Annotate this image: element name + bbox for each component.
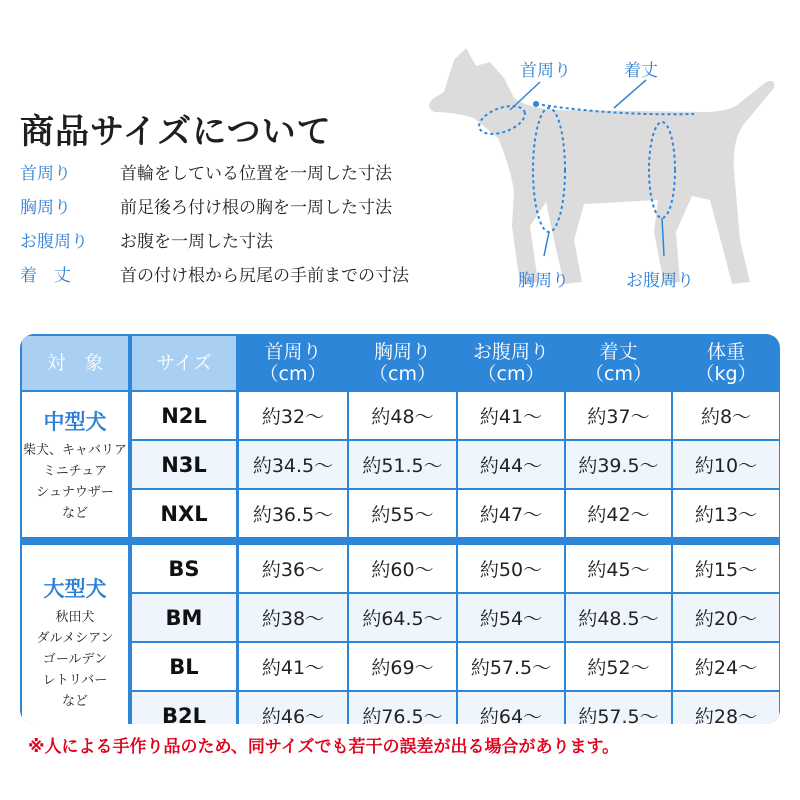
size-code: BL bbox=[132, 643, 236, 690]
group-example-breed: レトリバー bbox=[42, 672, 108, 688]
group-example-breed: ゴールデン bbox=[42, 651, 108, 667]
definition-description: 首の付け根から尻尾の手前までの寸法 bbox=[120, 266, 409, 286]
header-size: サイズ bbox=[132, 336, 236, 390]
measure-value: 約51.5～ bbox=[349, 441, 456, 488]
measure-value: 約52～ bbox=[566, 643, 671, 690]
measure-value: 約39.5～ bbox=[566, 441, 671, 488]
group-example-breed: 柴犬、キャバリア bbox=[22, 442, 127, 458]
header-measure bbox=[566, 336, 671, 390]
measure-value: 約38～ bbox=[239, 594, 347, 641]
group-example-breed: など bbox=[61, 693, 88, 709]
definition-description: 前足後ろ付け根の胸を一周した寸法 bbox=[120, 198, 392, 218]
measure-value: 約41～ bbox=[239, 643, 347, 690]
header-measure-unit: （cm） bbox=[477, 363, 545, 385]
measure-value: 約13～ bbox=[673, 490, 779, 537]
measure-value: 約24～ bbox=[673, 643, 779, 690]
group-example-breed: など bbox=[61, 505, 88, 521]
header-measure bbox=[673, 336, 779, 390]
measure-value: 約48.5～ bbox=[566, 594, 671, 641]
measure-value: 約54～ bbox=[458, 594, 564, 641]
dog-body-shape bbox=[429, 48, 774, 284]
measure-value: 約50～ bbox=[458, 545, 564, 592]
dog-silhouette-illustration bbox=[414, 20, 794, 320]
header-measure bbox=[239, 336, 347, 390]
size-code: BS bbox=[132, 545, 236, 592]
measure-value: 約34.5～ bbox=[239, 441, 347, 488]
measure-value: 約60～ bbox=[349, 545, 456, 592]
dog-label-chest: 胸周り bbox=[518, 271, 569, 291]
measure-value: 約36～ bbox=[239, 545, 347, 592]
measure-value: 約57.5～ bbox=[458, 643, 564, 690]
measure-value: 約15～ bbox=[673, 545, 779, 592]
group-example-breed: ダルメシアン bbox=[36, 630, 114, 646]
size-code: N2L bbox=[132, 392, 236, 439]
measure-value: 約37～ bbox=[566, 392, 671, 439]
size-code: BM bbox=[132, 594, 236, 641]
header-measure-unit: （kg） bbox=[695, 363, 757, 385]
header-measure bbox=[349, 336, 456, 390]
measure-value: 約64～ bbox=[458, 692, 564, 724]
definition-term: お腹周り bbox=[20, 232, 88, 252]
header-measure-name: 体重 bbox=[706, 341, 745, 363]
page-title: 商品サイズについて bbox=[20, 112, 332, 152]
size-code: NXL bbox=[132, 490, 236, 537]
measure-value: 約64.5～ bbox=[349, 594, 456, 641]
header-measure-name: お腹周り bbox=[472, 341, 549, 363]
measure-value: 約32～ bbox=[239, 392, 347, 439]
header-measure-unit: （cm） bbox=[369, 363, 436, 385]
header-measure-unit: （cm） bbox=[585, 363, 652, 385]
definition-term: 着 丈 bbox=[20, 266, 71, 286]
size-code: N3L bbox=[132, 441, 236, 488]
group-example-breed: 秋田犬 bbox=[55, 609, 95, 625]
dog-label-length: 着丈 bbox=[624, 61, 658, 81]
header-measure-name: 胸周り bbox=[373, 341, 431, 363]
size-table bbox=[20, 334, 780, 724]
header-measure bbox=[458, 336, 564, 390]
group-label bbox=[22, 545, 128, 724]
group-title: 大型犬 bbox=[43, 576, 107, 601]
group-example-breed: ミニチュア bbox=[42, 463, 108, 479]
measure-value: 約10～ bbox=[673, 441, 779, 488]
measure-value: 約69～ bbox=[349, 643, 456, 690]
definition-term: 胸周り bbox=[20, 198, 71, 218]
measure-value: 約42～ bbox=[566, 490, 671, 537]
measure-value: 約28～ bbox=[673, 692, 779, 724]
footnote: ※人による手作り品のため、同サイズでも若干の誤差が出る場合があります。 bbox=[28, 737, 620, 757]
header-target: 対 象 bbox=[22, 336, 128, 390]
header-measure-unit: （cm） bbox=[259, 363, 327, 385]
measure-value: 約46～ bbox=[239, 692, 347, 724]
measure-value: 約57.5～ bbox=[566, 692, 671, 724]
group-title: 中型犬 bbox=[43, 409, 107, 434]
measure-value: 約48～ bbox=[349, 392, 456, 439]
group-label bbox=[22, 392, 128, 537]
definition-term: 首周り bbox=[20, 164, 71, 184]
measure-value: 約44～ bbox=[458, 441, 564, 488]
measure-value: 約76.5～ bbox=[349, 692, 456, 724]
chest-leader-line bbox=[544, 232, 549, 256]
definition-description: 首輪をしている位置を一周した寸法 bbox=[120, 164, 392, 184]
measure-value: 約45～ bbox=[566, 545, 671, 592]
header-measure-name: 着丈 bbox=[599, 341, 638, 363]
measure-value: 約41～ bbox=[458, 392, 564, 439]
measure-value: 約55～ bbox=[349, 490, 456, 537]
dog-label-belly: お腹周り bbox=[626, 271, 694, 291]
length-start-dot bbox=[533, 101, 539, 107]
definition-description: お腹を一周した寸法 bbox=[120, 232, 273, 252]
measure-value: 約36.5～ bbox=[239, 490, 347, 537]
dog-label-neck: 首周り bbox=[520, 61, 571, 81]
measure-value: 約20～ bbox=[673, 594, 779, 641]
size-code: B2L bbox=[132, 692, 236, 724]
header-measure-name: 首周り bbox=[264, 341, 322, 363]
measure-value: 約8～ bbox=[673, 392, 779, 439]
group-example-breed: シュナウザー bbox=[36, 484, 114, 500]
length-leader-line bbox=[614, 80, 646, 108]
measure-value: 約47～ bbox=[458, 490, 564, 537]
